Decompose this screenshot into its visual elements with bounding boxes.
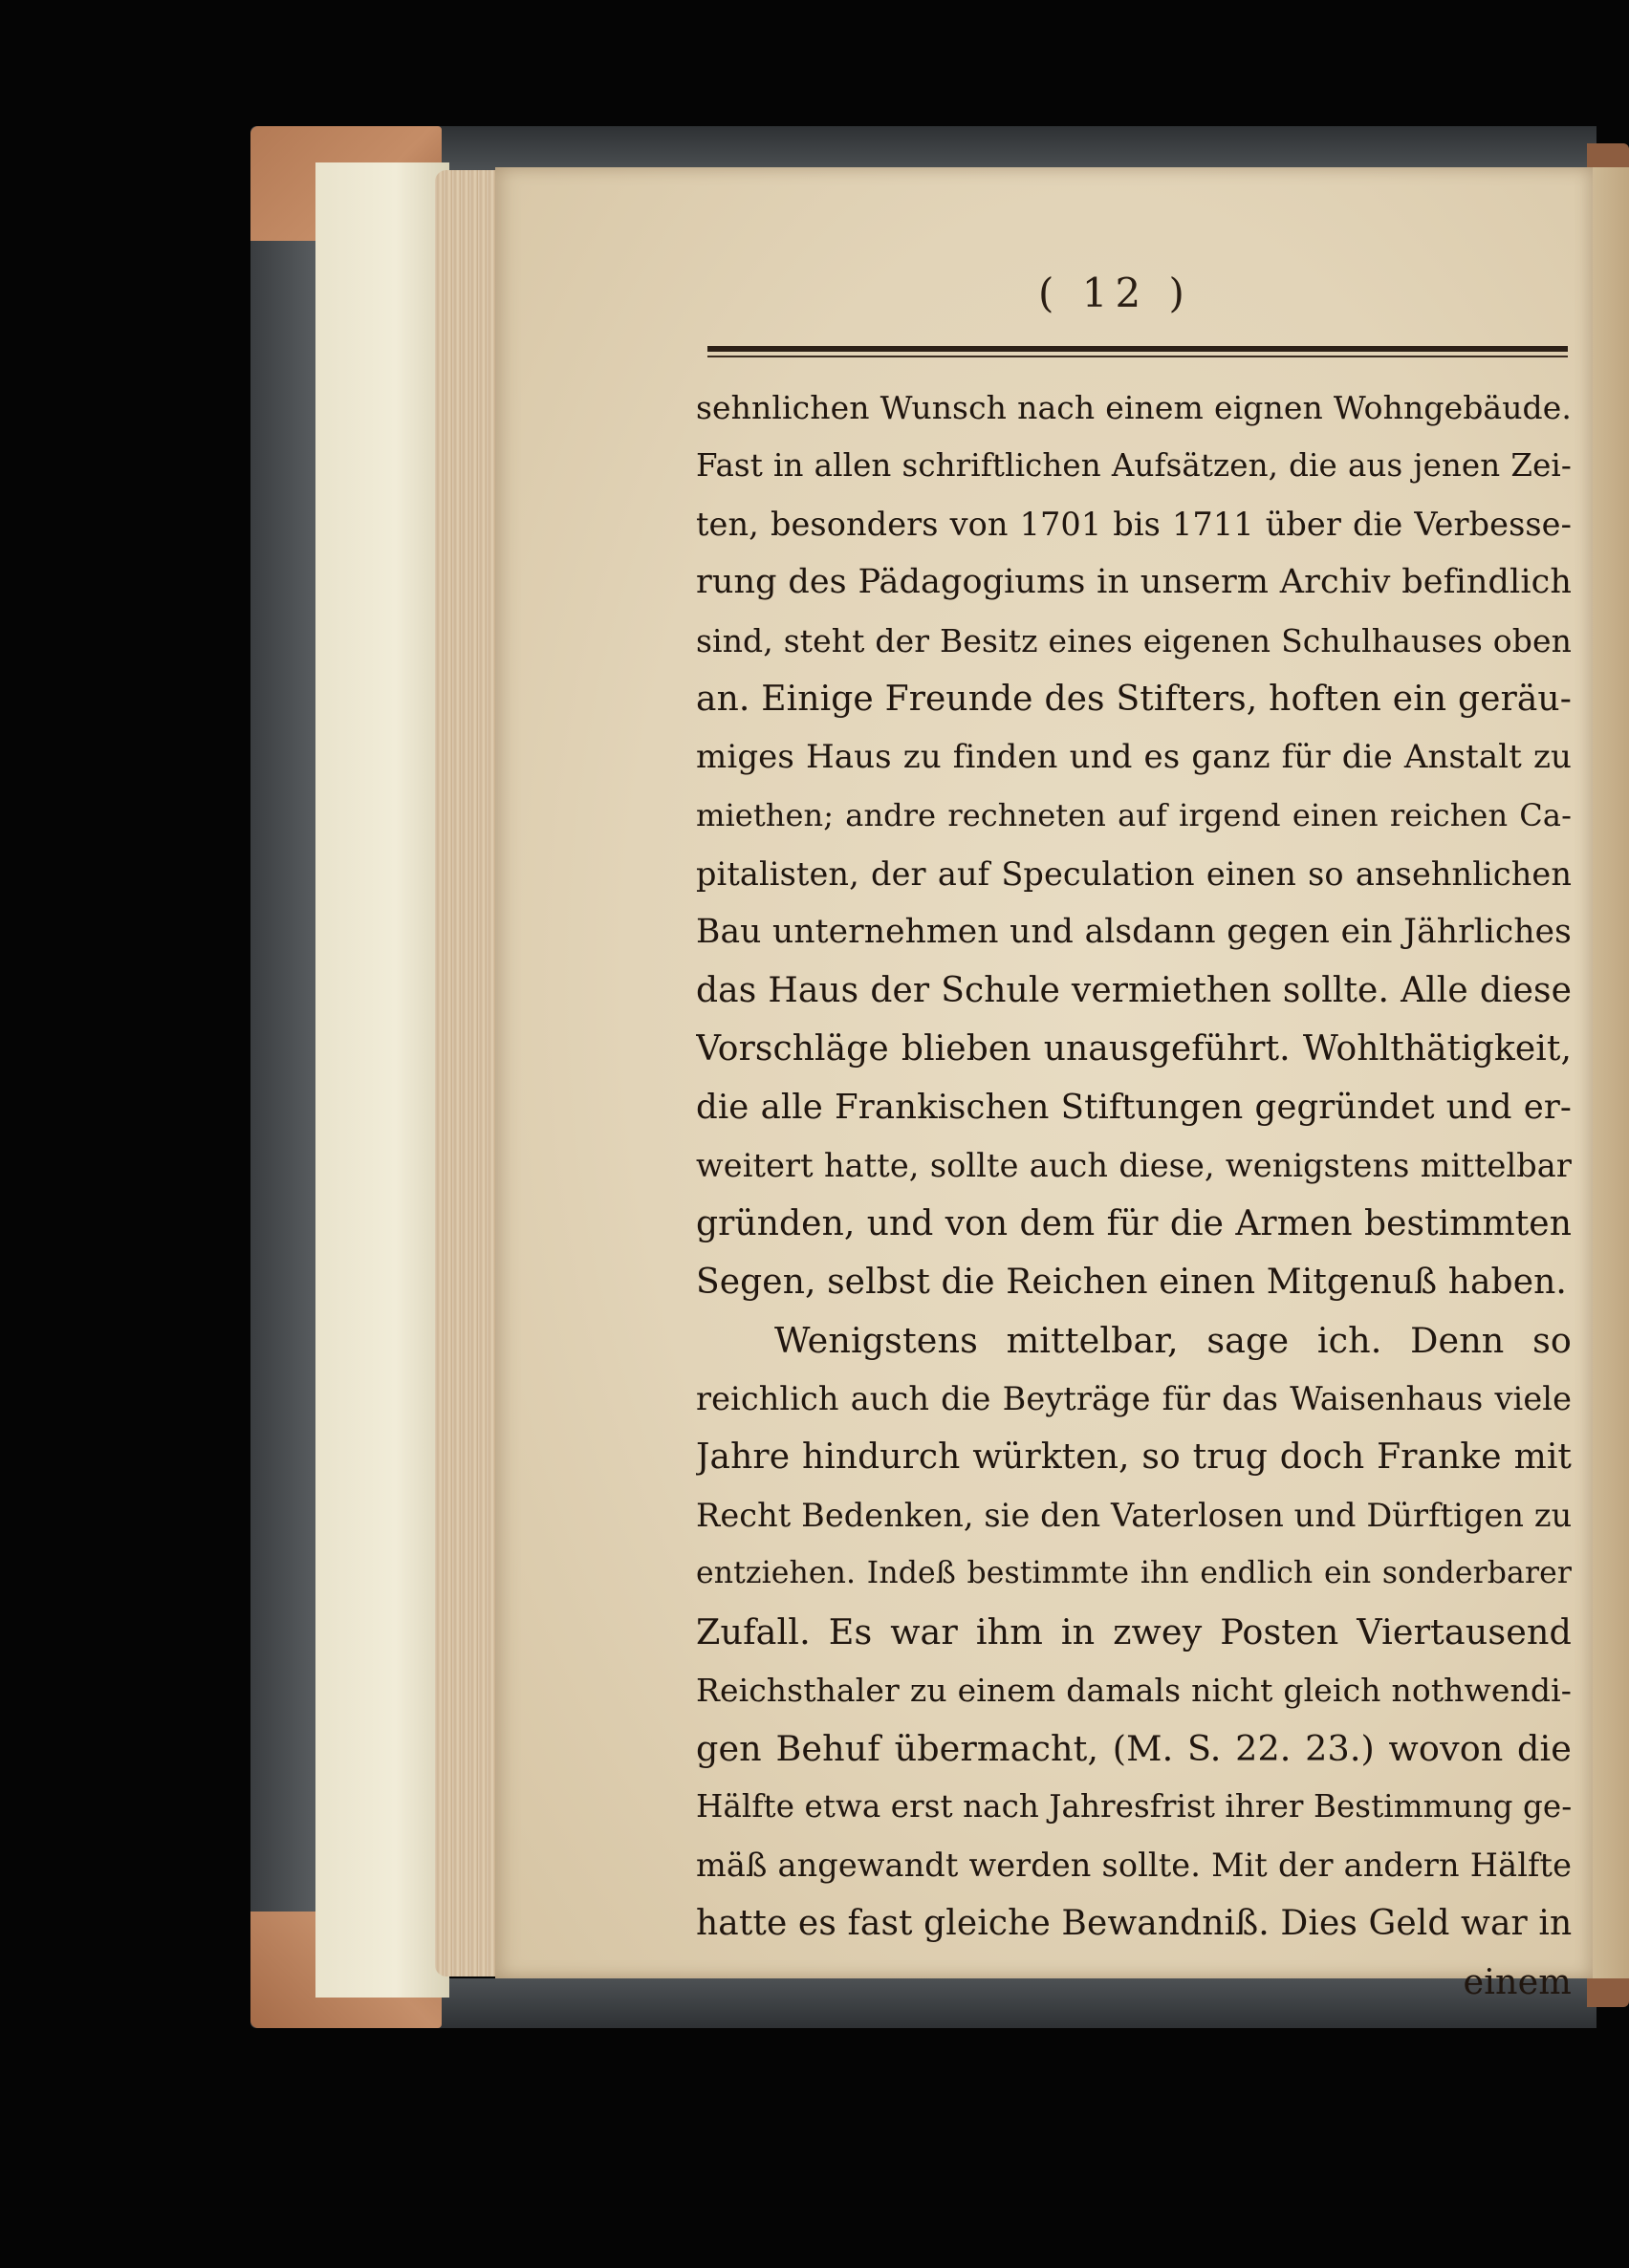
text-line: an. Einige Freunde des Stifters, hoften ein geräu- bbox=[696, 680, 1572, 719]
text-line: Jahre hindurch würkten, so trug doch Franke mit bbox=[696, 1437, 1572, 1477]
page-number: ( 12 ) bbox=[1038, 270, 1192, 316]
text-line: das Haus der Schule vermiethen sollte. Alle diese bbox=[696, 971, 1572, 1010]
book-cover-top-edge bbox=[382, 126, 1596, 172]
text-line: miges Haus zu finden und es ganz für die Anstalt zu bbox=[696, 738, 1572, 776]
text-line: die alle Frankischen Stiftungen gegründet und er- bbox=[696, 1088, 1572, 1127]
header-rule-thin bbox=[707, 356, 1568, 357]
text-line: miethen; andre rechneten auf irgend einen reichen Ca- bbox=[696, 797, 1572, 833]
text-line: Wenigstens mittelbar, sage ich. Denn so bbox=[774, 1320, 1572, 1361]
text-line: entziehen. Indeß bestimmte ihn endlich ein sonderbarer bbox=[696, 1556, 1572, 1590]
text-line: reichlich auch die Beyträge für das Waisenhaus viele bbox=[696, 1380, 1572, 1417]
page-stack-edges bbox=[435, 170, 502, 1976]
text-line: mäß angewandt werden sollte. Mit der andern Hälfte bbox=[696, 1847, 1572, 1884]
endpaper bbox=[315, 162, 449, 1998]
page-body-text bbox=[696, 378, 1572, 2011]
text-line: rung des Pädagogiums in unserm Archiv befindlich bbox=[696, 563, 1572, 601]
text-line: Bau unternehmen und alsdann gegen ein Jährliches bbox=[696, 913, 1572, 951]
text-line: Vorschläge blieben unausgeführt. Wohlthätigkeit, bbox=[696, 1029, 1572, 1069]
text-line: sehnlichen Wunsch nach einem eignen Wohngebäude. bbox=[696, 389, 1572, 426]
text-line: weitert hatte, sollte auch diese, wenigstens mittelbar bbox=[696, 1147, 1572, 1184]
text-line: sind, steht der Besitz eines eigenen Schulhauses oben bbox=[696, 622, 1572, 659]
text-line: Recht Bedenken, sie den Vaterlosen und Dürftigen zu bbox=[696, 1497, 1572, 1534]
text-line: Zufall. Es war ihm in zwey Posten Viertausend bbox=[696, 1611, 1572, 1652]
text-line: Fast in allen schriftlichen Aufsätzen, die aus jenen Zei- bbox=[696, 447, 1572, 484]
text-line: Hälfte etwa erst nach Jahresfrist ihrer Bestimmung ge- bbox=[696, 1788, 1572, 1825]
text-line: ten, besonders von 1701 bis 1711 über die Verbesse- bbox=[696, 506, 1572, 543]
page-edge-right bbox=[1589, 167, 1629, 1978]
text-line: Reichsthaler zu einem damals nicht gleich nothwendi- bbox=[696, 1672, 1572, 1709]
text-line: gründen, und von dem für die Armen bestimmten bbox=[696, 1204, 1572, 1243]
text-line: pitalisten, der auf Speculation einen so ansehnlichen bbox=[696, 855, 1572, 893]
catchword: einem bbox=[1463, 1961, 1572, 2002]
text-line: Segen, selbst die Reichen einen Mitgenuß haben. bbox=[696, 1263, 1567, 1302]
text-line: hatte es fast gleiche Bewandniß. Dies Geld war in bbox=[696, 1904, 1572, 1943]
text-line: gen Behuf übermacht, (M. S. 22. 23.) wovon die bbox=[696, 1728, 1572, 1769]
header-rule-thick bbox=[707, 346, 1568, 352]
